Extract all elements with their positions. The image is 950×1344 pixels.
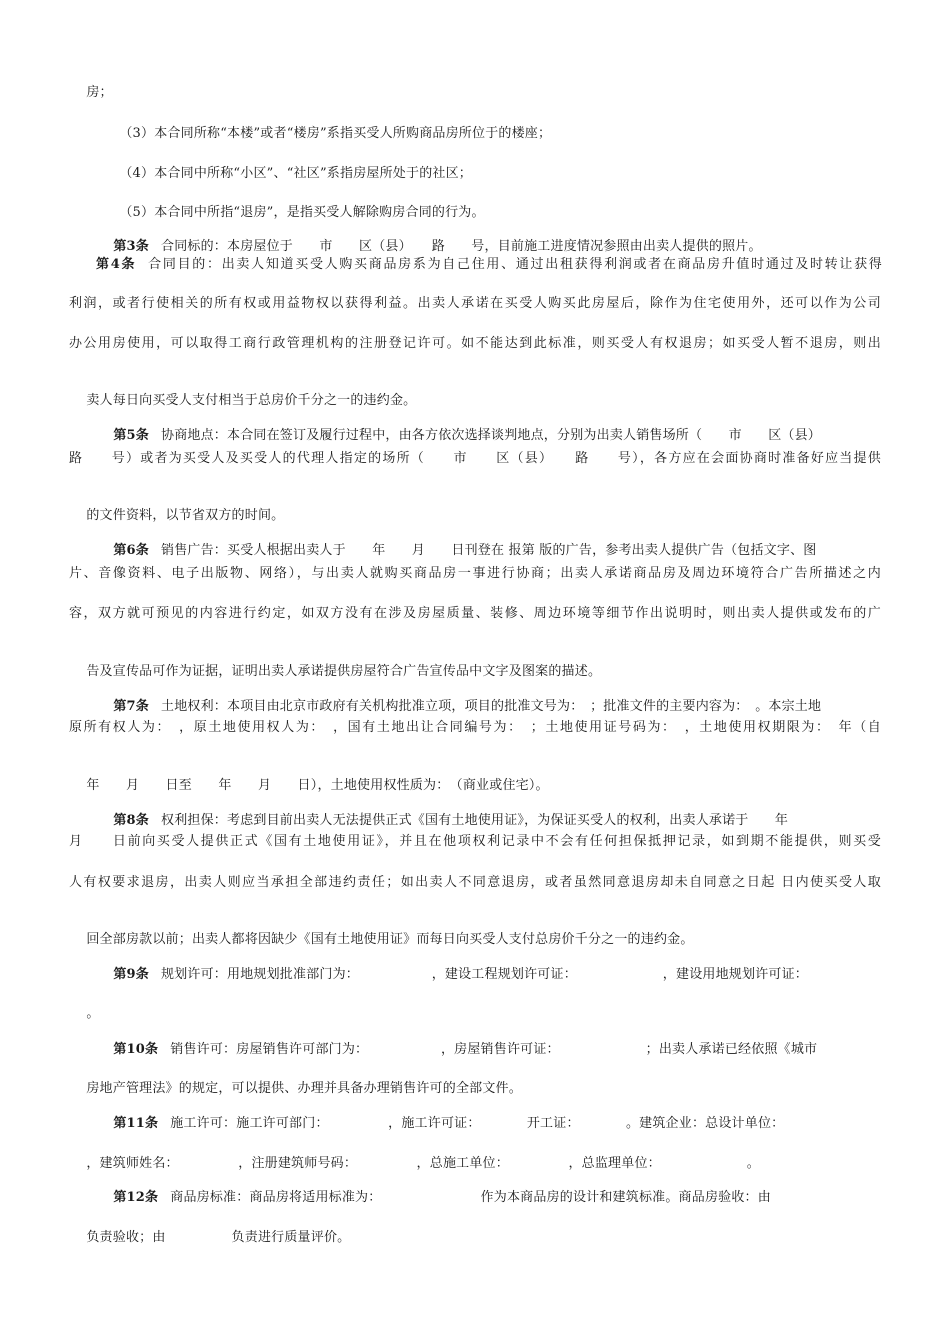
article-11-line: 第11条 施工许可：施工许可部门： ，施工许可证： 开工证： 。建筑企业：总设计单位： — [113, 1116, 785, 1131]
text-line: 房地产管理法》的规定，可以提供、办理并具备办理销售许可的全部文件。 — [86, 1081, 522, 1096]
article-12-line: 第12条 商品房标准：商品房将适用标准为： 作为本商品房的设计和建筑标准。商品房验收：由 — [113, 1190, 771, 1205]
text-line: 原所有权人为： ，原土地使用权人为： ，国有土地出让合同编号为： ；土地使用证号码为： ，土地使用权期限为： 年（自 — [69, 720, 881, 735]
text-line: 办公用房使用，可以取得工商行政管理机构的注册登记许可。如不能达到此标准，则买受人有权退房；如买受人暂不退房，则出 — [69, 336, 881, 351]
text-line: ，建筑师姓名： ，注册建筑师号码： ，总施工单位： ，总监理单位： 。 — [86, 1156, 760, 1171]
article-number: 第9条 — [113, 967, 149, 982]
article-number: 第4条 — [96, 257, 137, 272]
article-4-line: 第4条 合同目的：出卖人知道买受人购买商品房系为自己住用、通过出租获得利润或者在商品房升值时通过及时转让获得 — [96, 257, 882, 272]
article-number: 第3条 — [113, 239, 149, 254]
text-line: 。 — [86, 1006, 100, 1021]
article-7-line: 第7条 土地权利：本项目由北京市政府有关机构批准立项，项目的批准文号为： ；批准文件的主要内容为： 。本宗土地 — [113, 699, 822, 714]
text-line: 利润，或者行使相关的所有权或用益物权以获得利益。出卖人承诺在买受人购买此房屋后，除作为住宅使用外，还可以作为公司 — [69, 296, 881, 311]
text-line: 片、音像资料、电子出版物、网络），与出卖人就购买商品房一事进行协商；出卖人承诺商品房及周边环境符合广告所描述之内 — [69, 566, 881, 581]
text-line: 房； — [86, 85, 113, 100]
text-line: 回全部房款以前；出卖人都将因缺少《国有土地使用证》而每日向买受人支付总房价千分之一的违约金。 — [86, 932, 694, 947]
text-line: （5）本合同中所指“退房”，是指买受人解除购房合同的行为。 — [119, 205, 485, 220]
text-line: 告及宣传品可作为证据，证明出卖人承诺提供房屋符合广告宣传品中文字及图案的描述。 — [86, 664, 602, 679]
article-3-line: 第3条 合同标的：本房屋位于 市 区（县） 路 号，目前施工进度情况参照由出卖人提供的照片。 — [113, 239, 762, 254]
article-number: 第10条 — [113, 1042, 159, 1057]
article-number: 第5条 — [113, 428, 149, 443]
article-10-line: 第10条 销售许可：房屋销售许可部门为： ，房屋销售许可证： ；出卖人承诺已经依照《城市 — [113, 1042, 818, 1057]
text-line: 人有权要求退房，出卖人则应当承担全部违约责任；如出卖人不同意退房，或者虽然同意退房却未自同意之日起 日内使买受人取 — [69, 875, 881, 890]
article-5-line: 第5条 协商地点：本合同在签订及履行过程中，由各方依次选择谈判地点，分别为出卖人销售场所（ 市 区（县） — [113, 428, 822, 443]
article-number: 第6条 — [113, 543, 149, 558]
text-line: （4）本合同中所称“小区”、“社区”系指房屋所处于的社区； — [119, 166, 472, 181]
article-number: 第11条 — [113, 1116, 159, 1131]
text-line: 年 月 日至 年 月 日），土地使用权性质为： （商业或住宅）。 — [86, 778, 549, 793]
text-line: 路 号）或者为买受人及买受人的代理人指定的场所（ 市 区（县） 路 号），各方应在会面协商时准备好应当提供 — [69, 451, 881, 466]
article-6-line: 第6条 销售广告：买受人根据出卖人于 年 月 日刊登在 报第 版的广告，参考出卖人提供广告（包括文字、图 — [113, 543, 817, 558]
text-line: 负责验收；由 负责进行质量评价。 — [86, 1230, 351, 1245]
text-line: 容，双方就可预见的内容进行约定，如双方没有在涉及房屋质量、装修、周边环境等细节作出说明时，则出卖人提供或发布的广 — [69, 606, 881, 621]
article-number: 第12条 — [113, 1190, 159, 1205]
text-line: 月 日前向买受人提供正式《国有土地使用证》，并且在他项权利记录中不会有任何担保抵押记录，如到期不能提供，则买受 — [69, 834, 881, 849]
text-line: 卖人每日向买受人支付相当于总房价千分之一的违约金。 — [86, 393, 417, 408]
article-8-line: 第8条 权利担保：考虑到目前出卖人无法提供正式《国有土地使用证》，为保证买受人的权利，出卖人承诺于 年 — [113, 813, 789, 828]
text-line: （3）本合同所称“本楼”或者“楼房”系指买受人所购商品房所位于的楼座； — [119, 126, 552, 141]
article-9-line: 第9条 规划许可：用地规划批准部门为： ，建设工程规划许可证： ，建设用地规划许可证： — [113, 967, 809, 982]
article-number: 第7条 — [113, 699, 149, 714]
article-number: 第8条 — [113, 813, 149, 828]
text-line: 的文件资料，以节省双方的时间。 — [86, 508, 285, 523]
